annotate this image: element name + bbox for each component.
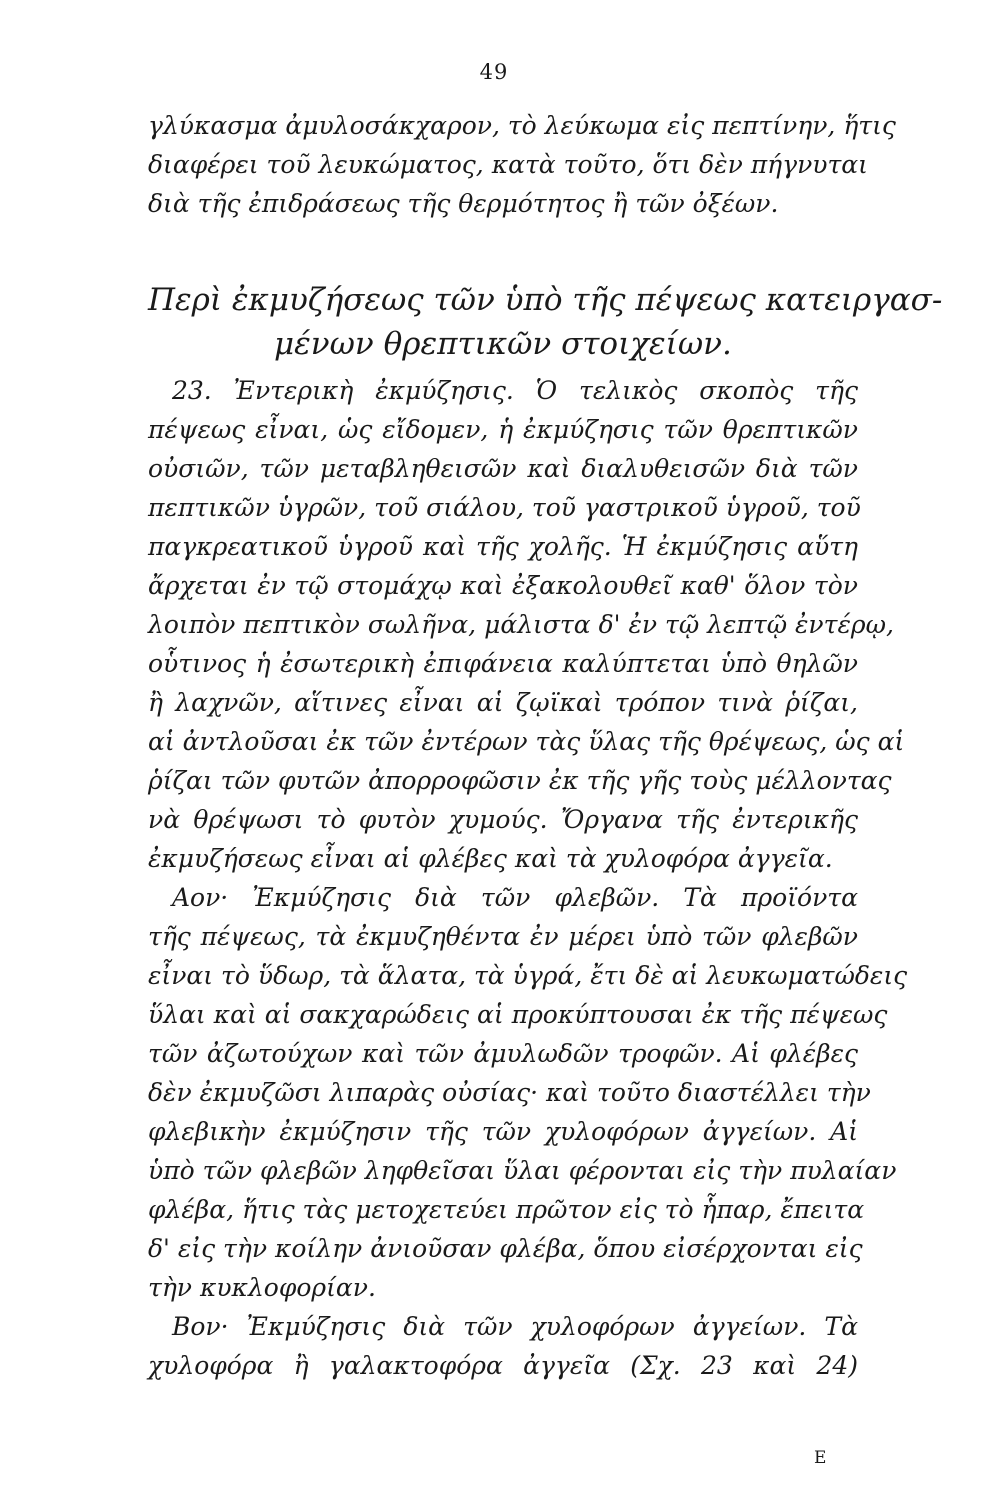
text-line: χυλοφόρα ἢ γαλακτοφόρα ἀγγεῖα (Σχ. 23 καὶ 24) [148, 1351, 858, 1380]
text-line: τὴν κυκλοφορίαν. [148, 1273, 376, 1302]
text-line: τῆς πέψεως, τὰ ἐκμυζηθέντα ἐν μέρει ὑπὸ τῶν φλεβῶν [148, 922, 858, 951]
section-heading-line-1: Περὶ ἐκμυζήσεως τῶν ὑπὸ τῆς πέψεως κατειργασ- [148, 282, 943, 318]
text-line: εἶναι τὸ ὕδωρ, τὰ ἅλατα, τὰ ὑγρά, ἔτι δὲ αἱ λευκωματώδεις [148, 961, 908, 990]
page-number: 49 [479, 60, 509, 84]
printer-signature-mark: Ε [814, 1448, 827, 1468]
text-line: τῶν ἀζωτούχων καὶ τῶν ἀμυλωδῶν τροφῶν. Αἱ φλέβες [148, 1039, 858, 1068]
text-line: Βον· Ἐκμύζησις διὰ τῶν χυλοφόρων ἀγγείων. Τὰ [172, 1312, 858, 1341]
text-line: ἐκμυζήσεως εἶναι αἱ φλέβες καὶ τὰ χυλοφόρα ἀγγεῖα. [148, 844, 833, 873]
text-line: πέψεως εἶναι, ὡς εἴδομεν, ἡ ἐκμύζησις τῶν θρεπτικῶν [148, 415, 858, 444]
text-line: φλεβικὴν ἐκμύζησιν τῆς τῶν χυλοφόρων ἀγγείων. Αἱ [148, 1117, 858, 1146]
text-line: ἢ λαχνῶν, αἵτινες εἶναι αἱ ζῳϊκαὶ τρόπον τινὰ ῥίζαι, [148, 688, 858, 717]
text-line: διὰ τῆς ἐπιδράσεως τῆς θερμότητος ἢ τῶν ὀξέων. [148, 189, 779, 218]
text-line: φλέβα, ἥτις τὰς μετοχετεύει πρῶτον εἰς τὸ ἧπαρ, ἔπειτα [148, 1195, 865, 1224]
text-line: οὐσιῶν, τῶν μεταβληθεισῶν καὶ διαλυθεισῶν διὰ τῶν [148, 454, 858, 483]
text-line: νὰ θρέψωσι τὸ φυτὸν χυμούς. Ὄργανα τῆς ἐντερικῆς [148, 805, 858, 834]
text-line: δ' εἰς τὴν κοίλην ἀνιοῦσαν φλέβα, ὅπου εἰσέρχονται εἰς [148, 1234, 863, 1263]
text-line: ῥίζαι τῶν φυτῶν ἀπορροφῶσιν ἐκ τῆς γῆς τοὺς μέλλοντας [148, 766, 892, 795]
text-line: οὗτινος ἡ ἐσωτερικὴ ἐπιφάνεια καλύπτεται ὑπὸ θηλῶν [148, 649, 858, 678]
text-line: λοιπὸν πεπτικὸν σωλῆνα, μάλιστα δ' ἐν τῷ λεπτῷ ἐντέρῳ, [148, 610, 894, 639]
text-line: ὕλαι καὶ αἱ σακχαρώδεις αἱ προκύπτουσαι ἐκ τῆς πέψεως [148, 1000, 888, 1029]
text-line: ἄρχεται ἐν τῷ στομάχῳ καὶ ἐξακολουθεῖ καθ' ὅλον τὸν [148, 571, 858, 600]
text-line: διαφέρει τοῦ λευκώματος, κατὰ τοῦτο, ὅτι δὲν πήγνυται [148, 150, 868, 179]
text-line: παγκρεατικοῦ ὑγροῦ καὶ τῆς χολῆς. Ἡ ἐκμύζησις αὕτη [148, 532, 858, 561]
text-line: πεπτικῶν ὑγρῶν, τοῦ σιάλου, τοῦ γαστρικοῦ ὑγροῦ, τοῦ [148, 493, 861, 522]
section-heading-line-2: μένων θρεπτικῶν στοιχείων. [274, 326, 732, 362]
text-line: δὲν ἐκμυζῶσι λιπαρὰς οὐσίας· καὶ τοῦτο διαστέλλει τὴν [148, 1078, 871, 1107]
text-line: 23. Ἐντερικὴ ἐκμύζησις. Ὁ τελικὸς σκοπὸς τῆς [172, 376, 858, 405]
text-line: Αον· Ἐκμύζησις διὰ τῶν φλεβῶν. Τὰ προϊόντα [172, 883, 858, 912]
text-line: ὑπὸ τῶν φλεβῶν ληφθεῖσαι ὕλαι φέρονται εἰς τὴν πυλαίαν [148, 1156, 897, 1185]
text-line: αἱ ἀντλοῦσαι ἐκ τῶν ἐντέρων τὰς ὕλας τῆς θρέψεως, ὡς αἱ [148, 727, 905, 756]
text-line: γλύκασμα ἀμυλοσάκχαρον, τὸ λεύκωμα εἰς πεπτίνην, ἥτις [148, 111, 896, 140]
